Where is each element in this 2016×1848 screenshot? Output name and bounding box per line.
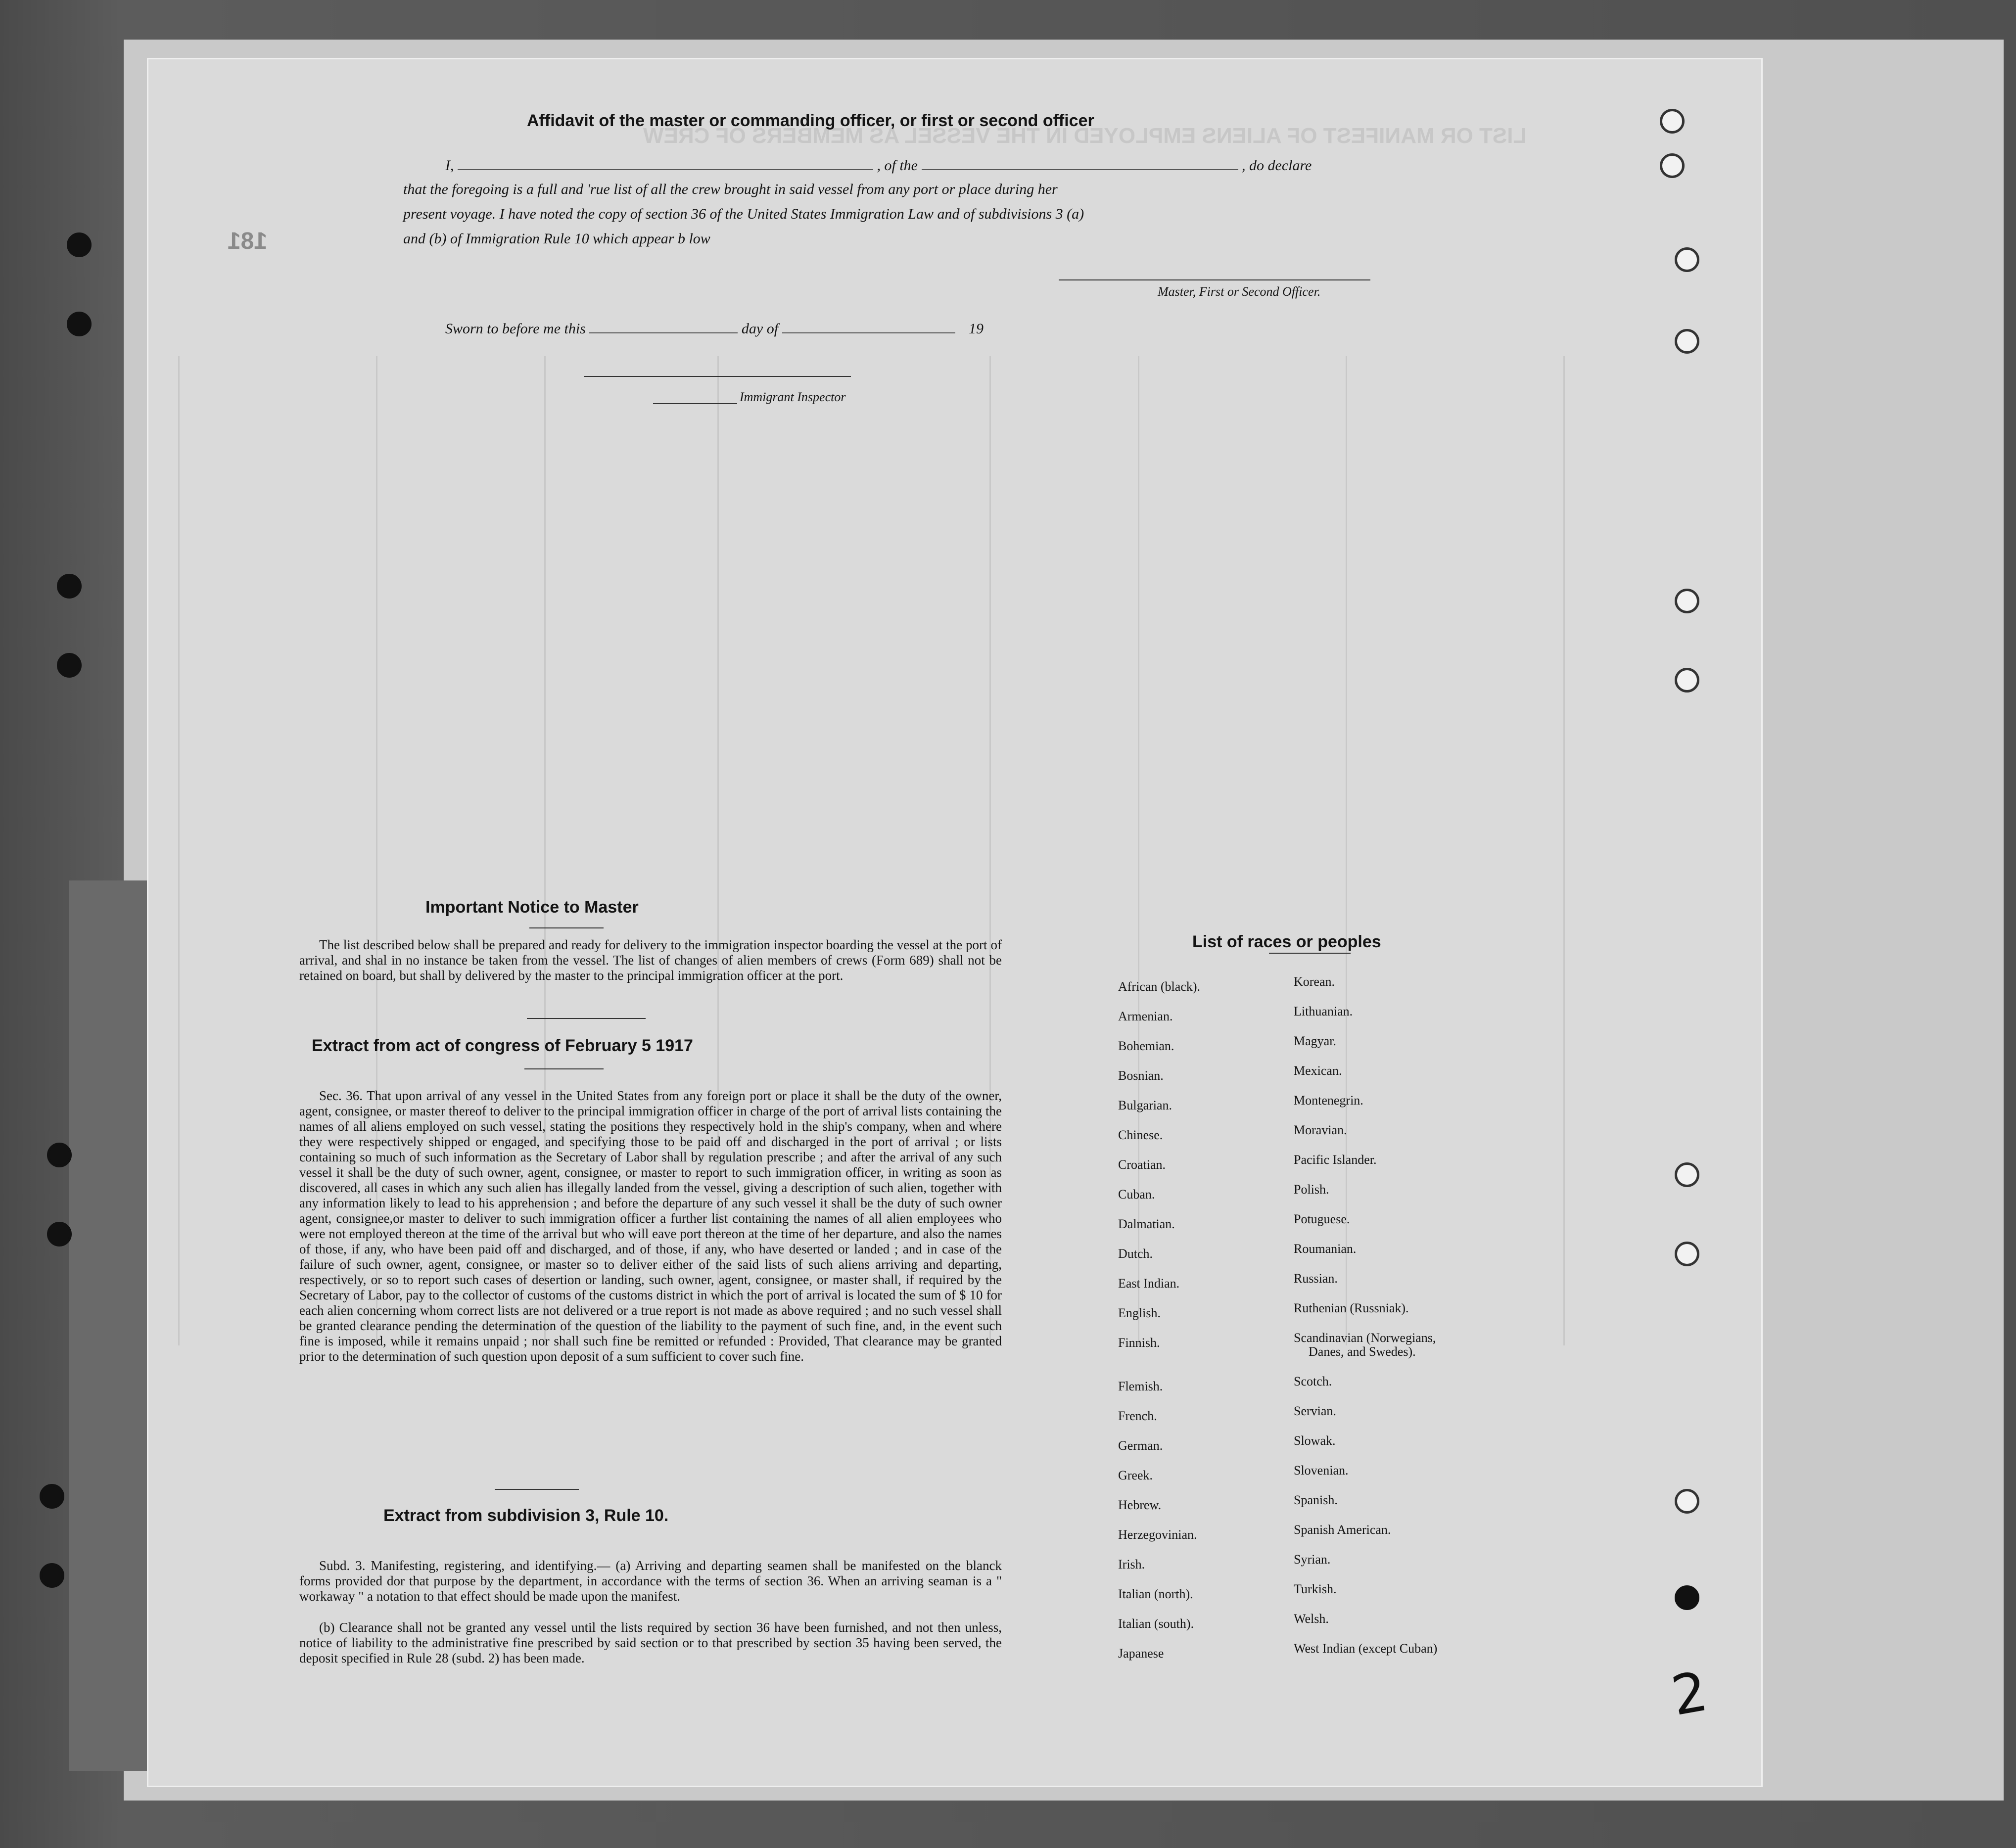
signature-line[interactable] xyxy=(1059,279,1370,280)
affidavit-line-3: present voyage. I have noted the copy of section 36 of the United States Immigration Law and of subdivisions 3 (a) xyxy=(403,206,1084,222)
race-item: Italian (south). xyxy=(1118,1617,1194,1631)
inspector-signature-line[interactable] xyxy=(584,376,851,377)
binder-hole xyxy=(1675,1242,1699,1266)
affidavit-declaration-line xyxy=(445,157,1312,174)
affidavit-line-2: that the foregoing is a full and 'rue list of all the crew brought in said vessel from any port or place during her xyxy=(403,181,1058,197)
binder-hole xyxy=(1675,247,1699,272)
race-item: East Indian. xyxy=(1118,1276,1180,1291)
act-text: Sec. 36. That upon arrival of any vessel in the United States from any foreign port or place it shall be the duty of the owner, agent, consignee, or master thereof to deliver to the principal immigration officer in charge of the port of arrival lists containing the names of all aliens employed on such vessel, stating the positions they respectively hold in the ship's company, when and where they were respectively shipped or engaged, and specifying those to be paid off and discharged in the port of arrival ; or lists containing so much of such information as the Secretary of Labor shall by regulation prescribe ; and after the arrival of any such vessel it shall be the duty of such owner, agent, consignee, or master to report to such immigration officer, in writing as soon as discovered, all cases in which any such alien has illegally landed from the vessel, giving a description of such alien, together with any information likely to lead to his apprehension ; and before the departure of any such vessel it shall be the duty of such owner agent, consignee,or master to deliver to such immigration officer a further list containing the names of all alien employees who were not employed thereon at the time of the arrival but who will eave port thereon at the time of her departure, and also the names of those, if any, who have been paid off and discharged, and of those, if any, who have deserted or landed ; and in case of the failure of such owner, agent, consignee, or master so to deliver either of the said lists of such aliens arriving and departing, respectively, or so to report such cases of desertion or landing, such owner, agent, consignee, or master shall, if required by the Secretary of Labor, pay to the collector of customs of the customs district in which the port of arrival is located the sum of $ 10 for each alien concerning whom correct lists are not delivered or a true report is not made as above required ; and no such vessel shall be granted clearance pending the determination of the question of the liability to the payment of such fine, and, in the event such fine is imposed, while it remains unpaid ; nor shall such fine be remitted or refunded : Provided, That clearance may be granted prior to the determination of such question upon deposit of a sum sufficient to cover such fine. xyxy=(299,1088,1002,1364)
race-item: Magyar. xyxy=(1294,1034,1336,1048)
race-item: German. xyxy=(1118,1438,1163,1453)
rule-paragraph-b: (b) Clearance shall not be granted any vessel until the lists required by section 36 have been furnished, and not then unless, notice of liability to the administrative fine prescribed by said section or to that prescribed by section 35 having been served, the deposit specified in Rule 28 (subd. 2) has been made. xyxy=(299,1620,1002,1665)
binder-hole xyxy=(57,574,82,599)
affidavit-title: Affidavit of the master or commanding officer, or first or second officer xyxy=(527,111,1094,130)
race-item: Ruthenian (Russniak). xyxy=(1294,1301,1409,1315)
day-of-text: day of xyxy=(741,321,779,337)
race-item: Korean. xyxy=(1294,974,1335,989)
declarant-prefix: I, xyxy=(445,157,454,174)
race-item: Slovenian. xyxy=(1294,1463,1349,1478)
race-item: Slowak. xyxy=(1294,1433,1336,1448)
race-item: Bulgarian. xyxy=(1118,1098,1172,1112)
rule-paragraph-a: Subd. 3. Manifesting, registering, and identifying.— (a) Arriving and departing seamen shall be manifested on the blanck forms provided dor that purpose by the department, in accordance with the terms of section 36. When an arriving seaman is a " workaway " a notation to that effect should be made upon the manifest. xyxy=(299,1558,1002,1604)
race-item: Herzegovinian. xyxy=(1118,1527,1197,1542)
race-item: Spanish. xyxy=(1294,1493,1338,1507)
race-item: Bohemian. xyxy=(1118,1039,1174,1053)
year-text: 19 xyxy=(969,321,984,337)
manifest-page xyxy=(148,59,1761,1786)
race-item: Turkish. xyxy=(1294,1582,1337,1596)
binder-hole xyxy=(1675,1162,1699,1187)
race-item: Roumanian. xyxy=(1294,1242,1357,1256)
race-item: Bosnian. xyxy=(1118,1068,1164,1083)
handwritten-page-number: 2 xyxy=(1667,1659,1712,1728)
binder-hole xyxy=(1675,668,1699,693)
binder-hole xyxy=(47,1222,72,1247)
sworn-text: Sworn to before me this xyxy=(445,321,586,337)
race-item: Flemish. xyxy=(1118,1379,1163,1393)
race-item: Scotch. xyxy=(1294,1374,1332,1388)
race-item: French. xyxy=(1118,1409,1157,1423)
bleed-column-rule xyxy=(178,356,180,1345)
race-item: Polish. xyxy=(1294,1182,1329,1197)
races-list-column-1 xyxy=(1118,979,1200,1676)
race-item: Hebrew. xyxy=(1118,1498,1162,1512)
binder-hole xyxy=(67,312,92,336)
bleed-column-rule xyxy=(1563,356,1565,1345)
rule-title: Extract from subdivision 3, Rule 10. xyxy=(383,1506,669,1525)
race-item: Syrian. xyxy=(1294,1552,1331,1567)
races-title-underline xyxy=(1269,953,1351,954)
affidavit-line-4: and (b) of Immigration Rule 10 which appear b low xyxy=(403,231,710,247)
act-title-rule-top xyxy=(527,1018,646,1019)
inspector-label: Immigrant Inspector xyxy=(740,390,846,404)
race-item xyxy=(1118,1365,1200,1379)
race-item: Croatian. xyxy=(1118,1157,1166,1172)
race-item: Greek. xyxy=(1118,1468,1153,1482)
signature-label: Master, First or Second Officer. xyxy=(1158,284,1321,299)
do-declare-text: , do declare xyxy=(1242,157,1312,174)
sworn-line xyxy=(445,321,984,337)
bleed-through-heading: LIST OR MANIFEST OF ALIENS EMPLOYED IN THE VESSEL AS MEMBERS OF CREW xyxy=(643,124,1527,148)
race-item: Spanish American. xyxy=(1294,1523,1391,1537)
binder-hole xyxy=(40,1484,64,1509)
race-item: Pacific Islander. xyxy=(1294,1153,1377,1167)
binder-hole xyxy=(1675,1585,1699,1610)
race-item: Japanese xyxy=(1118,1646,1164,1661)
inspector-sub-line xyxy=(653,403,737,404)
races-list-column-2 xyxy=(1294,974,1437,1671)
race-item: Montenegrin. xyxy=(1294,1093,1363,1108)
bleed-through-page-number: 181 xyxy=(228,228,268,254)
race-item: Lithuanian. xyxy=(1294,1004,1353,1018)
race-item: Cuban. xyxy=(1118,1187,1155,1201)
month-blank[interactable] xyxy=(782,332,955,333)
binder-hole xyxy=(67,232,92,257)
races-title: List of races or peoples xyxy=(1192,932,1381,951)
race-item: Dalmatian. xyxy=(1118,1217,1175,1231)
race-item: Mexican. xyxy=(1294,1063,1342,1078)
notice-text: The list described below shall be prepared and ready for delivery to the immigration inspector boarding the vessel at the port of arrival, and shal in no instance be taken from the vessel. The list of changes of alien members of crews (Form 689) shall not be retained on board, but shall by delivered by the master to the principal immigration officer at the port. xyxy=(299,937,1002,983)
binder-hole xyxy=(47,1143,72,1167)
race-item: West Indian (except Cuban) xyxy=(1294,1641,1438,1656)
binder-hole xyxy=(1675,1489,1699,1514)
race-item: Italian (north). xyxy=(1118,1587,1193,1601)
race-item: Russian. xyxy=(1294,1271,1338,1286)
race-item: Danes, and Swedes). xyxy=(1309,1344,1416,1359)
race-item: English. xyxy=(1118,1306,1161,1320)
notice-title: Important Notice to Master xyxy=(425,898,639,917)
race-item: Moravian. xyxy=(1294,1123,1347,1137)
act-title-rule-bottom xyxy=(524,1068,604,1069)
race-item: Finnish. xyxy=(1118,1336,1160,1350)
binder-hole xyxy=(1675,589,1699,613)
race-item: Armenian. xyxy=(1118,1009,1173,1023)
declarant-name-blank[interactable] xyxy=(458,169,873,170)
of-the-text: , of the xyxy=(877,157,918,174)
binder-hole xyxy=(1675,329,1699,354)
binder-hole xyxy=(57,653,82,678)
race-item: Chinese. xyxy=(1118,1128,1163,1142)
act-title: Extract from act of congress of February 5 1917 xyxy=(312,1036,693,1055)
race-item: Servian. xyxy=(1294,1404,1336,1418)
rule-title-rule-top xyxy=(495,1489,579,1490)
binder-hole xyxy=(1660,109,1685,134)
race-item: Potuguese. xyxy=(1294,1212,1350,1226)
binder-hole xyxy=(1660,153,1685,178)
race-item: Dutch. xyxy=(1118,1247,1153,1261)
notice-title-rule xyxy=(529,927,604,928)
binder-hole xyxy=(40,1563,64,1588)
race-item: Scandinavian (Norwegians, xyxy=(1294,1331,1436,1345)
vessel-name-blank[interactable] xyxy=(922,169,1238,170)
day-blank[interactable] xyxy=(589,332,738,333)
race-item: Irish. xyxy=(1118,1557,1145,1571)
race-item: Welsh. xyxy=(1294,1612,1329,1626)
race-item: African (black). xyxy=(1118,979,1201,994)
